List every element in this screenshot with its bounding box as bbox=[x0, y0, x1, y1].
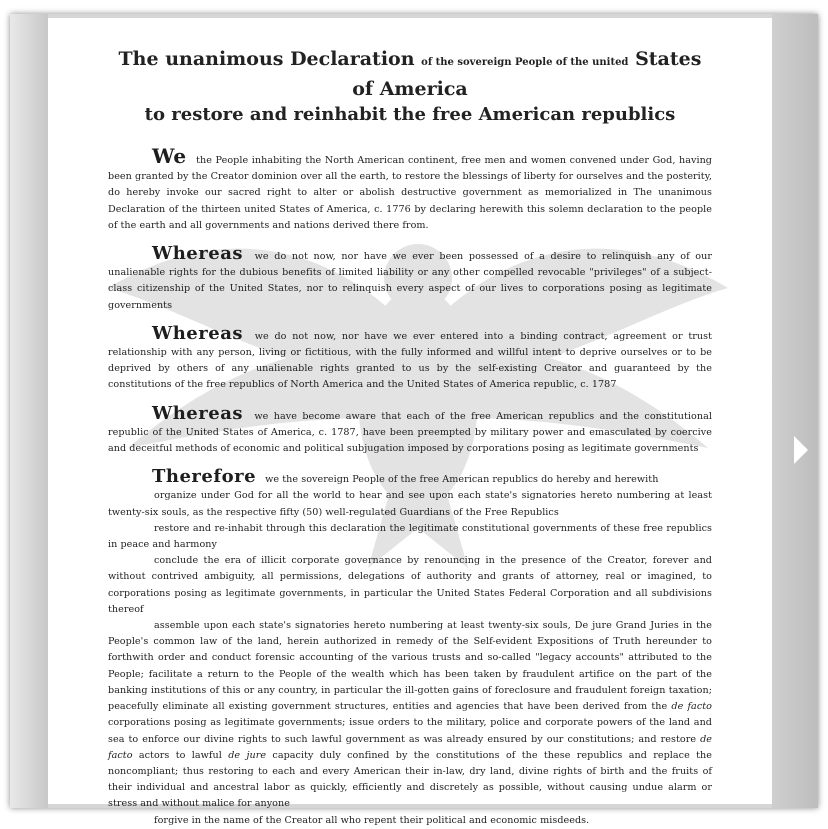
intro-lead: We bbox=[152, 144, 187, 168]
whereas-paragraph-3 bbox=[108, 402, 712, 458]
therefore-item-4 bbox=[108, 618, 712, 812]
whereas-text-3: we have become aware that each of the free American republics and the constitutional republic of the United States of America, c. 1787, have been preempted by military power and emasculated by coercive and deceitful methods of economic and political subjugation imposed by corporations posing as legitimate governments bbox=[108, 410, 712, 455]
left-gutter bbox=[10, 14, 48, 808]
document-page bbox=[48, 18, 772, 826]
right-gutter bbox=[772, 14, 818, 808]
item4-de-facto-1: de facto bbox=[671, 701, 712, 713]
item4-part-a: assemble upon each state's signatories hereto numbering at least twenty-six souls, De jure Grand Juries in the People's common law of the land, herein authorized in remedy of the Self-evident Expositions of Truth hereunder to forthwith order and conduct forensic accounting of the various trusts and so-called "legacy accounts" attributed to the People; facilitate a return to the People of the wealth which has been taken by fraudulent artifice on the part of the banking institutions of this or any country, in particular the ill-gotten gains of foreclosure and fraudulent foreign taxation; peacefully eliminate all existing government structures, entities and agencies that have been derived from the bbox=[108, 620, 712, 713]
therefore-item-5: forgive in the name of the Creator all who repent their political and economic misdeeds. bbox=[154, 814, 590, 826]
item4-part-d: capacity duly confined by the constitutions of the these republics and replace the noncompliant; thus restoring to each and every American their in-law, dry land, divine rights of birth and the fruits of their individual and ancestral labor as quickly, efficiently and discretely as possible, without causing undue alarm or stress and without malice for anyone bbox=[108, 749, 712, 810]
whereas-paragraph-2 bbox=[108, 322, 712, 394]
item4-part-c: actors to lawful bbox=[138, 749, 222, 761]
therefore-item-2: restore and re-inhabit through this declaration the legitimate constitutional governments of these free republics in peace and harmony bbox=[108, 522, 712, 551]
title-part-c: States of America bbox=[352, 48, 702, 100]
intro-text: the People inhabiting the North American continent, free men and women convened under God, having been granted by the Creator dominion over all the earth, to restore the blessings of liberty for ourselves and the posterity, do hereby invoke our sacred right to alter or abolish destructive government as memorialized in The unanimous Declaration of the thirteen united States of America, c. 1776 by declaring herewith this solemn declaration to the people of the earth and all governments and nations derived there from. bbox=[108, 155, 712, 231]
whereas-lead-1: Whereas bbox=[152, 243, 243, 265]
page-title bbox=[108, 46, 712, 128]
chevron-right-icon[interactable] bbox=[794, 436, 808, 464]
title-line-2: to restore and reinhabit the free American republics bbox=[144, 104, 676, 125]
declaration-text bbox=[108, 46, 712, 829]
therefore-item-1: organize under God for all the world to hear and see upon each state's signatories hereto numbering at least twenty-six souls, as the respective fifty (50) well-regulated Guardians of the Free Republics bbox=[108, 490, 712, 518]
document-viewer-frame bbox=[10, 14, 818, 826]
therefore-paragraph bbox=[108, 466, 712, 828]
whereas-lead-3: Whereas bbox=[152, 402, 243, 424]
intro-paragraph bbox=[108, 144, 712, 234]
item4-part-b: corporations posing as legitimate governments; issue orders to the military, police and corporate powers of the land and sea to enforce our divine rights to such lawful government as was already ensured by our constitutions; and restore bbox=[108, 717, 712, 745]
whereas-text-2: we do not now, nor have we ever entered into a binding contract, agreement or trust relationship with any person, living or fictitious, with the fully informed and willful intent to deprive ourselves or to be deprived by others of any unalienable rights granted to us by the self-existing Creator and guaranteed by the constitutions of the free republics of North America and the United States of America republic, c. 1787 bbox=[108, 330, 712, 391]
therefore-item-3: conclude the era of illicit corporate governance by renouncing in the presence of the Creator, forever and without contrived ambiguity, all permissions, delegations of authority and grants of attorney, real or imagined, to corporations posing as legitimate governments, in particular the United States Federal Corporation and all subdivisions thereof bbox=[108, 555, 712, 615]
whereas-paragraph-1 bbox=[108, 243, 712, 314]
item4-de-jure: de jure bbox=[228, 749, 267, 761]
whereas-lead-2: Whereas bbox=[152, 322, 243, 344]
therefore-lead: Therefore bbox=[152, 466, 257, 488]
therefore-text: we the sovereign People of the free American republics do hereby and herewith bbox=[265, 474, 659, 486]
title-part-b: of the sovereign People of the united bbox=[421, 57, 629, 68]
whereas-text-1: we do not now, nor have we ever been possessed of a desire to relinquish any of our unalienable rights for the dubious benefits of limited liability or any other compelled revocable "privileges" of a subject-class citizenship of the United States, nor to relinquish every aspect of our lives to corporations posing as legitimate governments bbox=[108, 251, 712, 311]
title-part-a: The unanimous Declaration bbox=[118, 48, 415, 70]
item4-de-facto-2: de facto bbox=[108, 733, 712, 761]
